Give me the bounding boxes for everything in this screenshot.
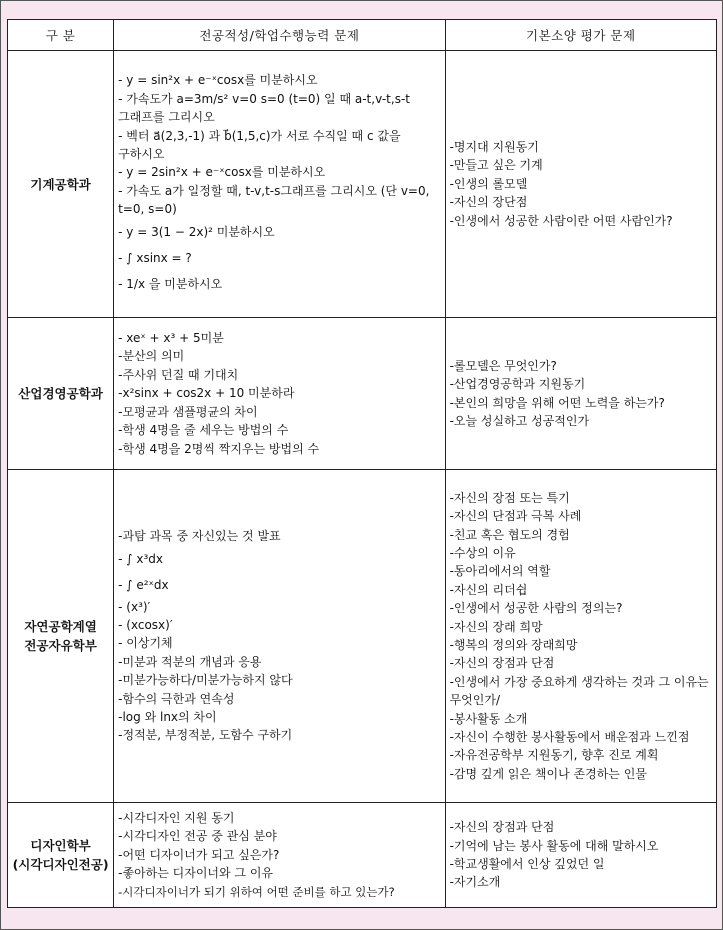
question-item: -주사위 던질 때 기대치 bbox=[118, 367, 239, 382]
question-item: -함수의 극한과 연속성 bbox=[118, 691, 235, 706]
basic-questions-cell bbox=[445, 803, 716, 908]
question-item: -인생의 롤모델 bbox=[449, 176, 528, 191]
question-item: -과탐 과목 중 자신있는 것 발표 bbox=[118, 529, 281, 544]
table-row bbox=[8, 470, 717, 803]
question-item: -자신의 장단점 bbox=[449, 195, 528, 210]
question-item: -동아리에서의 역할 bbox=[449, 564, 551, 579]
question-item: -미분과 적분의 개념과 응용 bbox=[118, 654, 262, 669]
question-item: -자신의 장래 희망 bbox=[449, 619, 543, 634]
major-questions-cell bbox=[114, 470, 445, 803]
question-item: -어떤 디자이너가 되고 싶은가? bbox=[118, 847, 280, 862]
question-item: -좋아하는 디자이너와 그 이유 bbox=[118, 866, 274, 881]
question-item: -롤모델은 무엇인가? bbox=[449, 358, 557, 373]
question-item: -만들고 싶은 기계 bbox=[449, 158, 543, 173]
table-row bbox=[8, 318, 717, 470]
question-item: - 가속도가 a=3m/s² v=0 s=0 (t=0) 일 때 a-t,v-t,s-t 그래프를 그리시오 bbox=[118, 91, 410, 125]
question-item: -친교 혹은 협도의 경험 bbox=[449, 527, 570, 542]
question-item: -기억에 남는 봉사 활동에 대해 말하시오 bbox=[449, 838, 659, 853]
question-item: -정적분, 부정적분, 도함수 구하기 bbox=[118, 728, 293, 743]
header-dept: 구 분 bbox=[8, 20, 114, 51]
interview-question-table bbox=[7, 19, 717, 908]
question-item: -오늘 성실하고 성공적인가 bbox=[449, 413, 590, 428]
basic-questions-cell bbox=[445, 51, 716, 318]
dept-name: 기계공학과 bbox=[30, 176, 91, 192]
dept-name: 디자인학부 bbox=[30, 838, 91, 853]
dept-name: 자연공학계열 bbox=[24, 619, 97, 634]
dept-cell bbox=[8, 318, 114, 470]
dept-name: (시각디자인전공) bbox=[12, 857, 109, 872]
question-item: -자기소개 bbox=[449, 875, 501, 890]
major-questions-cell bbox=[114, 51, 445, 318]
question-item: -감명 깊게 읽은 책이나 존경하는 인물 bbox=[449, 766, 647, 781]
question-item: -인생에서 성공한 사람이란 어떤 사람인가? bbox=[449, 213, 673, 228]
question-item: - ∫ x³dx bbox=[118, 551, 163, 566]
question-item: -자신의 단점과 극복 사례 bbox=[449, 509, 582, 524]
question-item: - ∫ xsinx = ? bbox=[118, 250, 192, 265]
table-row bbox=[8, 803, 717, 908]
question-item: -학교생활에서 인상 깊었던 일 bbox=[449, 857, 605, 871]
question-item: -시각디자인 지원 동기 bbox=[118, 810, 235, 825]
question-item: - xeˣ + x³ + 5미분 bbox=[118, 331, 224, 346]
question-item: - 벡터 a⃗(2,3,-1) 과 b⃗(1,5,c)가 서로 수직일 때 c 값을 구하시오 bbox=[118, 128, 401, 161]
question-item: - (x³)′ bbox=[118, 599, 151, 614]
question-item: -자신의 장점과 단점 bbox=[449, 656, 555, 671]
question-item: -본인의 희망을 위해 어떤 노력을 하는가? bbox=[449, 395, 665, 410]
basic-questions-cell bbox=[445, 318, 716, 470]
question-item: -명지대 지원동기 bbox=[449, 139, 539, 154]
question-item: -산업경영공학과 지원동기 bbox=[449, 377, 586, 392]
question-item: -학생 4명을 2명씩 짝지우는 방법의 수 bbox=[118, 441, 320, 456]
table-header-row bbox=[8, 20, 717, 51]
dept-cell bbox=[8, 470, 114, 803]
dept-cell bbox=[8, 51, 114, 318]
question-item: - (xcosx)′ bbox=[118, 617, 173, 632]
question-item: -인생에서 가장 중요하게 생각하는 것과 그 이유는 무엇인가/ bbox=[449, 674, 709, 708]
question-item: -인생에서 성공한 사람의 정의는? bbox=[449, 601, 623, 616]
header-basic-questions: 기본소양 평가 문제 bbox=[445, 20, 716, 51]
question-item: -행복의 정의와 장래희망 bbox=[449, 638, 578, 652]
question-item: -분산의 의미 bbox=[118, 349, 185, 364]
question-item: - 이상기체 bbox=[118, 636, 173, 651]
header-major-questions: 전공적성/학업수행능력 문제 bbox=[114, 20, 445, 51]
table-row bbox=[8, 51, 717, 318]
question-item: -자신이 수행한 봉사활동에서 배운점과 느낀점 bbox=[449, 730, 690, 745]
question-item: -봉사활동 소개 bbox=[449, 711, 528, 726]
question-item: -자신의 장점 또는 특기 bbox=[449, 490, 570, 505]
dept-name: 산업경영공학과 bbox=[18, 386, 103, 401]
question-item: -미분가능하다/미분가능하지 않다 bbox=[118, 673, 293, 688]
question-item: - y = 2sin²x + e⁻ˣcosx를 미분하시오 bbox=[118, 165, 326, 180]
question-item: -모평균과 샘플평균의 차이 bbox=[118, 404, 258, 419]
question-item: -자신의 리더쉽 bbox=[449, 582, 528, 597]
major-questions-cell bbox=[114, 803, 445, 908]
question-item: -x²sinx + cos2x + 10 미분하라 bbox=[118, 386, 295, 401]
question-item: -자신의 장점과 단점 bbox=[449, 820, 555, 835]
dept-name: 전공자유학부 bbox=[24, 638, 97, 653]
question-item: -자유전공학부 지원동기, 향후 진로 계획 bbox=[449, 748, 659, 763]
major-questions-cell bbox=[114, 318, 445, 470]
question-item: - 가속도 a가 일정할 때, t-v,t-s그래프를 그리시오 (단 v=0, t=0, s=0) bbox=[118, 183, 430, 217]
question-item: -수상의 이유 bbox=[449, 545, 516, 560]
question-item: -학생 4명을 줄 세우는 방법의 수 bbox=[118, 423, 289, 438]
basic-questions-cell bbox=[445, 470, 716, 803]
question-item: -시각디자인 전공 중 관심 분야 bbox=[118, 829, 277, 844]
question-item: - y = sin²x + e⁻ˣcosx를 미분하시오 bbox=[118, 73, 318, 88]
question-item: - y = 3(1 − 2x)² 미분하시오 bbox=[118, 224, 275, 239]
dept-cell bbox=[8, 803, 114, 908]
question-item: -log 와 lnx의 차이 bbox=[118, 710, 217, 725]
question-item: - 1/x 을 미분하시오 bbox=[118, 276, 223, 291]
question-item: -시각디자이너가 되기 위하여 어떤 준비를 하고 있는가? bbox=[118, 884, 395, 899]
question-item: - ∫ e²ˣdx bbox=[118, 577, 169, 592]
